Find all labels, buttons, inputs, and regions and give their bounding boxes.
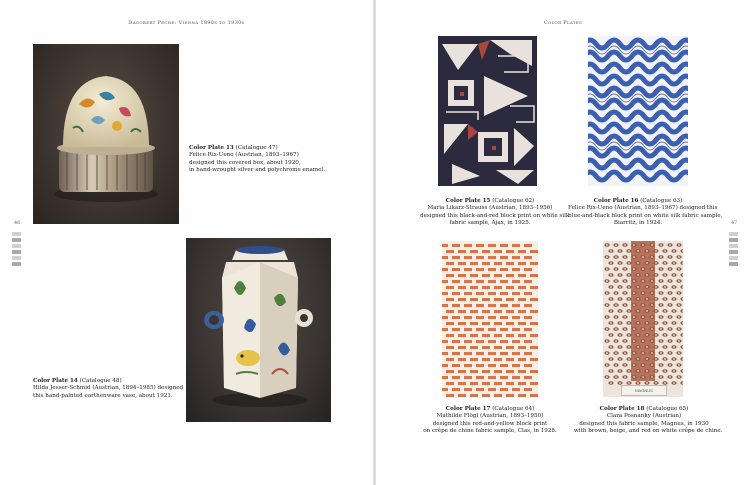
plate-18-line: Clara Posnanky (Austrian) [606, 413, 682, 420]
plate-17-caption [420, 406, 560, 436]
plate-13-line: Felice Rix-Ueno (Austrian, 1893–1967) [189, 152, 299, 159]
plate-13-title: Color Plate 13 [189, 145, 234, 151]
plate-17-title: Color Plate 17 [445, 406, 491, 412]
plate-13-line: in hand-wrought silver and polychrome enamel. [189, 167, 325, 174]
page-number-right: 47 [731, 220, 738, 226]
plate-18-title: Color Plate 18 [599, 406, 645, 412]
plate-14-catalogue: (Catalogue 48) [79, 378, 122, 384]
thumb-tab-left [12, 232, 21, 274]
plate-13-catalogue: (Catalogue 47) [235, 145, 278, 151]
plate-17-clas-fabric-image [442, 241, 538, 397]
plate-13-caption [189, 145, 325, 175]
plate-14-caption [33, 378, 183, 400]
plate-16-catalogue: (Catalogue 63) [640, 198, 683, 204]
running-head-left: Dagobert Peche: Vienna 1890s to 1930s [128, 20, 245, 26]
plate-14-line: this hand-painted earthenware vase, about 1921. [33, 392, 173, 399]
page-number-left: 46 [14, 220, 21, 226]
plate-13-covered-box-image [33, 44, 179, 224]
magnus-label-tag: MAGNUS [621, 385, 667, 396]
running-head-right: Color Plates [543, 20, 583, 26]
plate-16-line: Biarritz, in 1924. [613, 220, 663, 227]
plate-18-line: with brown, beige, and red on white crêpe de chine. [574, 428, 723, 435]
plate-16-line: Felice Rix-Ueno (Austrian, 1893–1967) designed this [568, 205, 718, 212]
plate-16-line: blue-and-black block print on white silk fabric sample, [568, 212, 723, 219]
plate-17-line: on crêpe de chine fabric sample, Clas, in 1928. [423, 428, 557, 435]
plate-15-catalogue: (Catalogue 62) [492, 198, 535, 204]
plate-17-line: Mathilde Flögl (Austrian, 1893–1950) [436, 413, 544, 420]
plate-15-ajax-fabric-image [438, 36, 537, 186]
plate-15-line: Maria Likarz-Strauss (Austrian, 1893–1956) [427, 205, 553, 212]
plate-15-line: fabric sample, Ajax, in 1925. [449, 220, 531, 227]
plate-16-biarritz-fabric-image [588, 36, 688, 186]
plate-15-line: designed this black-and-red block print on white silk [420, 212, 570, 219]
plate-18-line: designed this fabric sample, Magnus, in 1930 [579, 420, 709, 427]
plate-17-line: designed this red-and-yellow block print [432, 420, 548, 427]
plate-14-title: Color Plate 14 [33, 378, 78, 384]
plate-14-vase-image [186, 238, 331, 422]
plate-13-line: designed this covered box, about 1920, [189, 159, 301, 166]
plate-18-catalogue: (Catalogue 65) [646, 406, 689, 412]
plate-14-line: Hilda Jesser-Schmid (Austrian, 1894–1985) designed [33, 385, 184, 392]
plate-16-caption [568, 198, 723, 228]
plate-16-title: Color Plate 16 [593, 198, 639, 204]
plate-18-magnus-fabric-image [603, 241, 683, 397]
plate-15-title: Color Plate 15 [445, 198, 491, 204]
plate-18-caption [574, 406, 723, 436]
thumb-tab-right [729, 232, 738, 274]
plate-15-caption [420, 198, 570, 228]
plate-17-catalogue: (Catalogue 64) [492, 406, 535, 412]
